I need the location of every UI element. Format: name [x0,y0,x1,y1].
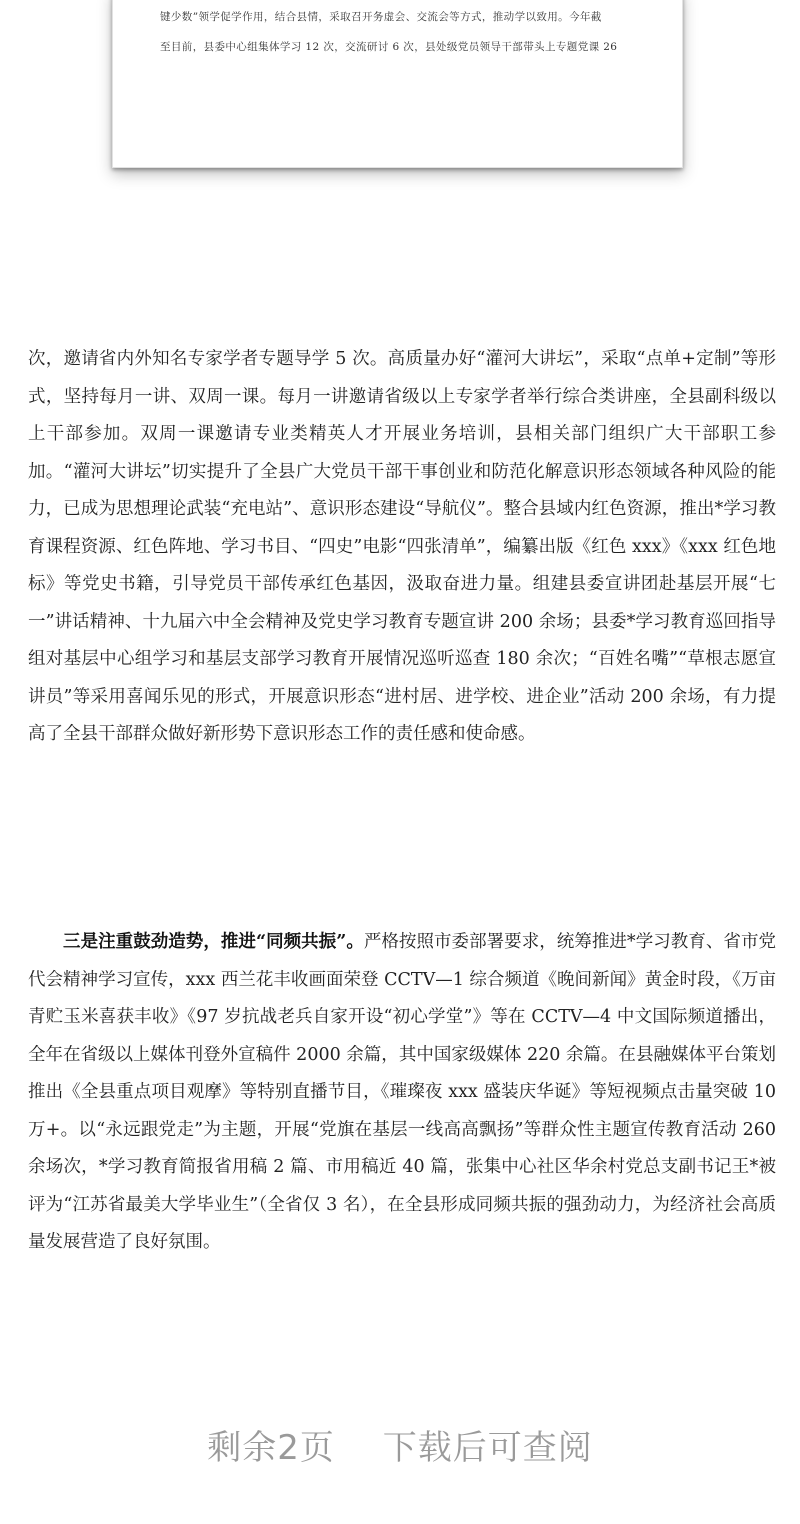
preview-text-line: 至目前，县委中心组集体学习 12 次，交流研讨 6 次，县处级党员领导干部带头上专题党课 26 [160,41,618,53]
remaining-pages-label[interactable]: 剩余2页 [207,1428,335,1468]
paragraph-body-text: 严格按照市委部署要求，统筹推进*学习教育、省市党代会精神学习宣传，xxx 西兰花丰收画面荣登 CCTV—1 综合频道《晚间新闻》黄金时段，《万亩青贮玉米喜获丰收》《97 岁抗战老兵自家开设“初心学堂”》等在 CCTV—4 中文国际频道播出，全年在省级以上媒体刊登外宣稿件 2000 余篇，其中国家级媒体 220 余篇。在县融媒体平台策划推出《全县重点项目观摩》等特别直播节目，《璀璨夜 xxx 盛装庆华诞》等短视频点击量突破 10 万+。以“永远跟党走”为主题，开展“党旗在基层一线高高飘扬”等群众性主题宣传教育活动 260 余场次，*学习教育简报省用稿 2 篇、市用稿近 40 篇，张集中心社区华余村党总支副书记王*被评为“江苏省最美大学毕业生”（全省仅 3 名），在全县形成同频共振的强劲动力，为经济社会高质量发展营造了良好氛围。 [28,932,776,1252]
body-paragraph-2 [28,924,776,1262]
download-more-banner[interactable] [0,1420,800,1469]
preview-text-line: 键少数”领学促学作用，结合县情，采取召开务虚会、交流会等方式，推动学以致用。今年截 [160,11,602,23]
body-paragraph-1: 次，邀请省内外知名专家学者专题导学 5 次。高质量办好“灌河大讲坛”，采取“点单+定制”等形式，坚持每月一讲、双周一课。每月一讲邀请省级以上专家学者举行综合类讲座，全县副科级以上干部参加。双周一课邀请专业类精英人才开展业务培训，县相关部门组织广大干部职工参加。“灌河大讲坛”切实提升了全县广大党员干部干事创业和防范化解意识形态领域各种风险的能力，已成为思想理论武装“充电站”、意识形态建设“导航仪”。整合县域内红色资源，推出*学习教育课程资源、红色阵地、学习书目、“四史”电影“四张清单”，编纂出版《红色 xxx》《xxx 红色地标》等党史书籍，引导党员干部传承红色基因，汲取奋进力量。组建县委宣讲团赴基层开展“七一”讲话精神、十九届六中全会精神及党史学习教育专题宣讲 200 余场；县委*学习教育巡回指导组对基层中心组学习和基层支部学习教育开展情况巡听巡查 180 余次；“百姓名嘴”“草根志愿宣讲员”等采用喜闻乐见的形式，开展意识形态“进村居、进学校、进企业”活动 200 余场，有力提高了全县干部群众做好新形势下意识形态工作的责任感和使命感。 [28,349,776,744]
paragraph-lead-heading: 三是注重鼓劲造势，推进“同频共振”。 [63,932,364,952]
download-to-view-label[interactable]: 下载后可查阅 [382,1428,593,1468]
preview-page-card [112,0,683,168]
